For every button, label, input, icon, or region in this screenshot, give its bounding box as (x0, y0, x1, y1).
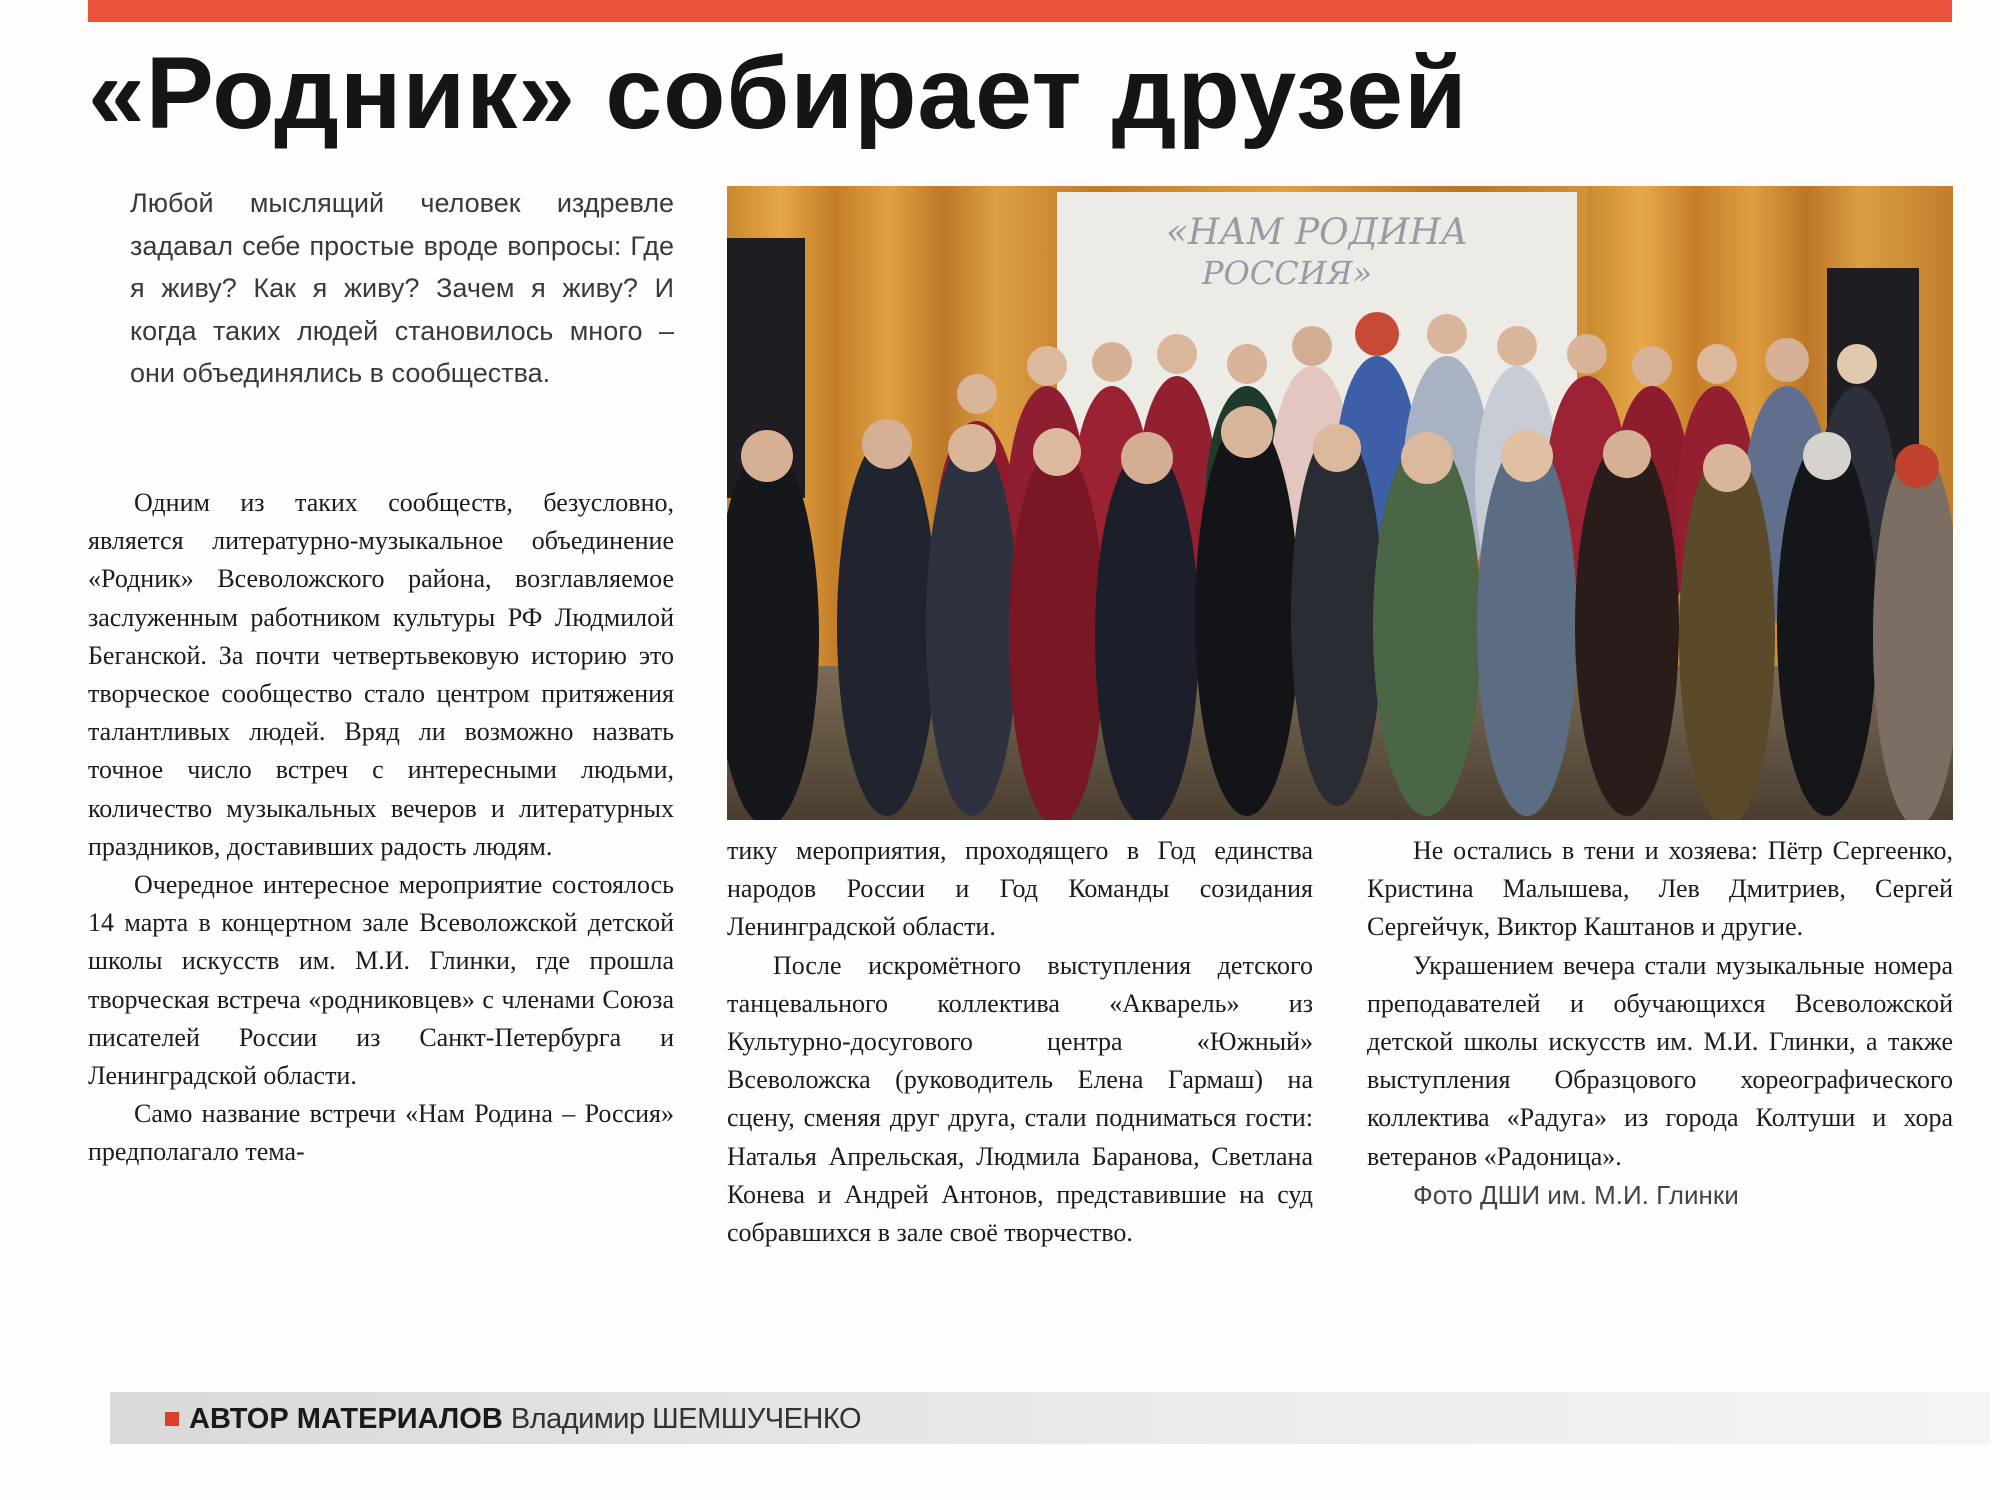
article-paragraph: Очередное интересное мероприятие состоялось 14 марта в концертном зале Всеволожской детской школы искусств им. М.И. Глинки, где прошла творческая встреча «родниковцев» с членами Союза писателей России из Санкт-Петербурга и Ленинградской области. (88, 870, 674, 1091)
byline-label: АВТОР МАТЕРИАЛОВ (189, 1403, 503, 1435)
article-headline: «Родник» собирает друзей (88, 36, 1468, 150)
photo-credit: Фото ДШИ им. М.И. Глинки (1413, 1179, 1739, 1210)
article-column-2 (727, 832, 1313, 1252)
article-paragraph: Не остались в тени и хозяева: Пётр Сергеенко, Кристина Малышева, Лев Дмитриев, Сергей Сергейчук, Виктор Каштанов и другие. (1367, 836, 1953, 942)
lead-paragraph: Любой мыслящий человек издревле задавал себе простые вроде вопросы: Где я живу? Как я живу? Зачем я живу? И когда таких людей становилось много – они объединялись в сообщества. (130, 188, 674, 389)
article-lead (130, 182, 674, 395)
group-photo-image (727, 186, 1953, 820)
article-paragraph: Украшением вечера стали музыкальные номера преподавателей и обучающихся Всеволожской детской школы искусств им. М.И. Глинки, а также выступления Образцового хореографического коллектива «Радуга» из города Колтуши и хора ветеранов «Радоница». (1367, 950, 1953, 1171)
top-accent-bar (88, 0, 1952, 22)
article-paragraph: Одним из таких сообществ, безусловно, является литературно-музыкальное объединение «Родник» Всеволожского района, возглавляемое заслуженным работником культуры РФ Людмилой Беганской. За почти четвертьвековую историю это творческое сообщество стало центром притяжения талантливых людей. Вряд ли возможно назвать точное число встреч с интересными людьми, количество музыкальных вечеров и литературных праздников, доставивших радость людям. (88, 488, 674, 861)
author-byline (165, 1400, 861, 1438)
article-column-1 (88, 484, 674, 1172)
photo-banner-line-1: «НАМ РОДИНА (1165, 212, 1469, 253)
article-paragraph: После искромётного выступления детского танцевального коллектива «Акварель» из Культурно-досугового центра «Южный» Всеволожска (руководитель Елена Гармаш) на сцену, сменяя друг друга, стали подниматься гости: Наталья Апрельская, Людмила Баранова, Светлана Конева и Андрей Антонов, представившие на суд собравшихся в зале своё творчество. (727, 950, 1313, 1248)
article-column-3 (1367, 832, 1953, 1214)
group-photo (727, 186, 1953, 820)
byline-author-name: Владимир ШЕМШУЧЕНКО (510, 1403, 861, 1435)
byline-square-icon (165, 1412, 179, 1426)
photo-banner-line-2: РОССИЯ» (1201, 254, 1373, 292)
article-paragraph: Само название встречи «Нам Родина – Россия» предполагало тема- (88, 1099, 674, 1167)
article-paragraph: тику мероприятия, проходящего в Год единства народов России и Год Команды созидания Ленинградской области. (727, 836, 1313, 942)
